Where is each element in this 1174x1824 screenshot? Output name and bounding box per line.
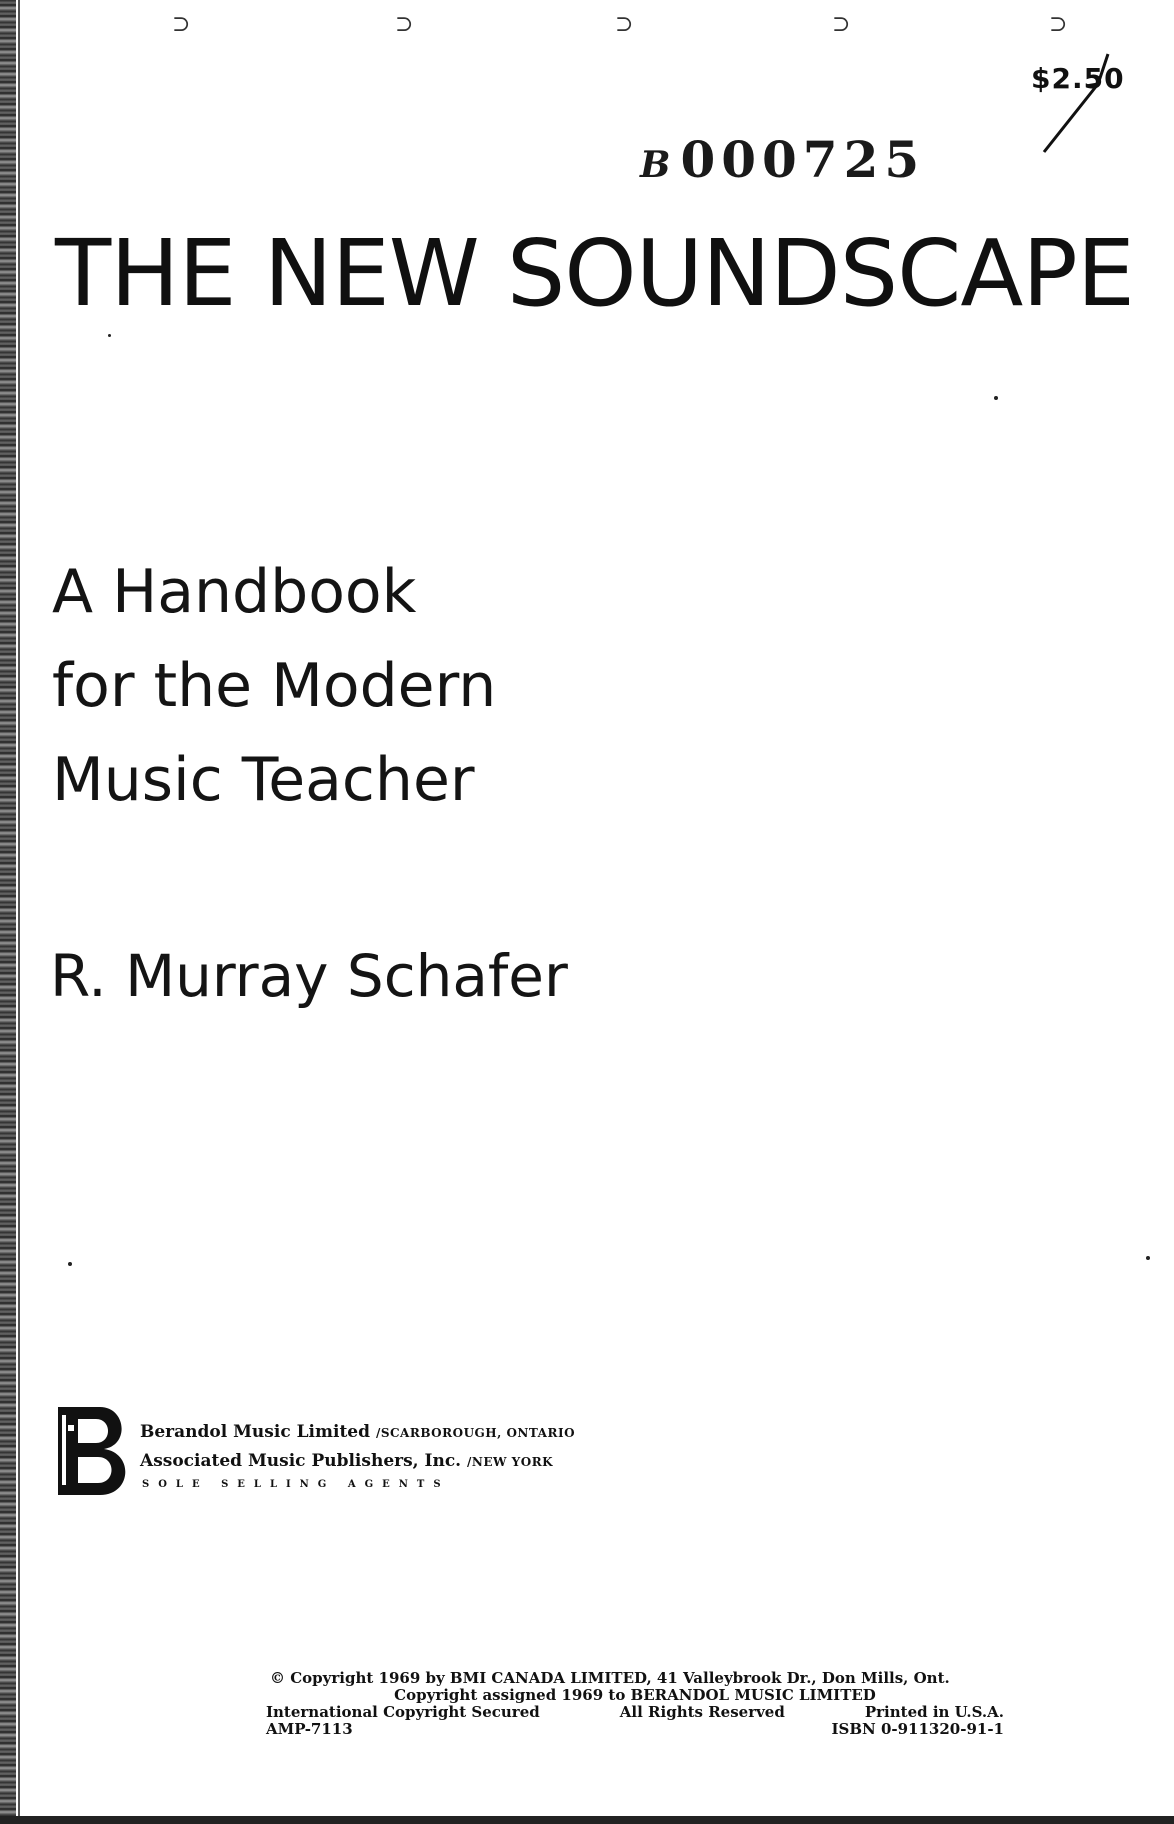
catalog-number-value: 000725 [680, 130, 926, 189]
copyright-line: Copyright assigned 1969 to BERANDOL MUSIC LIMITED [394, 1686, 876, 1704]
copyright-secured: International Copyright Secured [266, 1703, 540, 1721]
copyright-row [266, 1721, 1004, 1738]
subtitle-line: for the Modern [52, 651, 497, 721]
price-strike-mark [1030, 50, 1130, 160]
book-title: THE NEW SOUNDSCAPE [55, 220, 1134, 327]
subtitle-line: Music Teacher [52, 745, 475, 815]
binding-edge-line [18, 0, 20, 1824]
punch-hole-icon: ⊃ [832, 12, 851, 37]
publisher-name: Associated Music Publishers, Inc. [140, 1451, 462, 1471]
publisher-block [140, 1418, 575, 1494]
publisher-line [140, 1418, 575, 1447]
publisher-line [140, 1447, 575, 1476]
subtitle-line: A Handbook [52, 557, 417, 627]
punch-hole-icon: ⊃ [395, 12, 414, 37]
punch-hole-icon: ⊃ [1049, 12, 1068, 37]
punch-hole-icon: ⊃ [615, 12, 634, 37]
scanned-bottom-edge [0, 1816, 1174, 1824]
punch-hole-icon: ⊃ [172, 12, 191, 37]
publisher-place: /SCARBOROUGH, ONTARIO [375, 1426, 576, 1440]
publisher-name: Berandol Music Limited [140, 1422, 371, 1442]
book-subtitle [52, 545, 496, 827]
catalog-prefix: B [640, 144, 677, 186]
selling-agents-label: SOLE SELLING AGENTS [142, 1479, 450, 1490]
scan-speck [68, 1262, 72, 1266]
copyright-notice [266, 1670, 1004, 1738]
printed-in: Printed in U.S.A. [864, 1703, 1004, 1721]
rights-reserved: All Rights Reserved [619, 1703, 785, 1721]
copyright-line: © Copyright 1969 by BMI CANADA LIMITED, 41 Valleybrook Dr., Don Mills, Ont. [270, 1669, 950, 1687]
scanned-binding-edge [0, 0, 16, 1824]
scan-speck [994, 396, 998, 400]
copyright-row [266, 1704, 1004, 1721]
scan-speck [1146, 1256, 1150, 1260]
scan-speck [108, 334, 111, 337]
catalog-code: AMP-7113 [266, 1720, 353, 1738]
catalog-number [640, 130, 925, 189]
publisher-logo [56, 1405, 136, 1497]
publisher-place: /NEW YORK [467, 1455, 554, 1469]
book-author: R. Murray Schafer [50, 942, 568, 1010]
isbn: ISBN 0-911320-91-1 [831, 1720, 1004, 1738]
price-label: $2.50 [1031, 62, 1125, 95]
